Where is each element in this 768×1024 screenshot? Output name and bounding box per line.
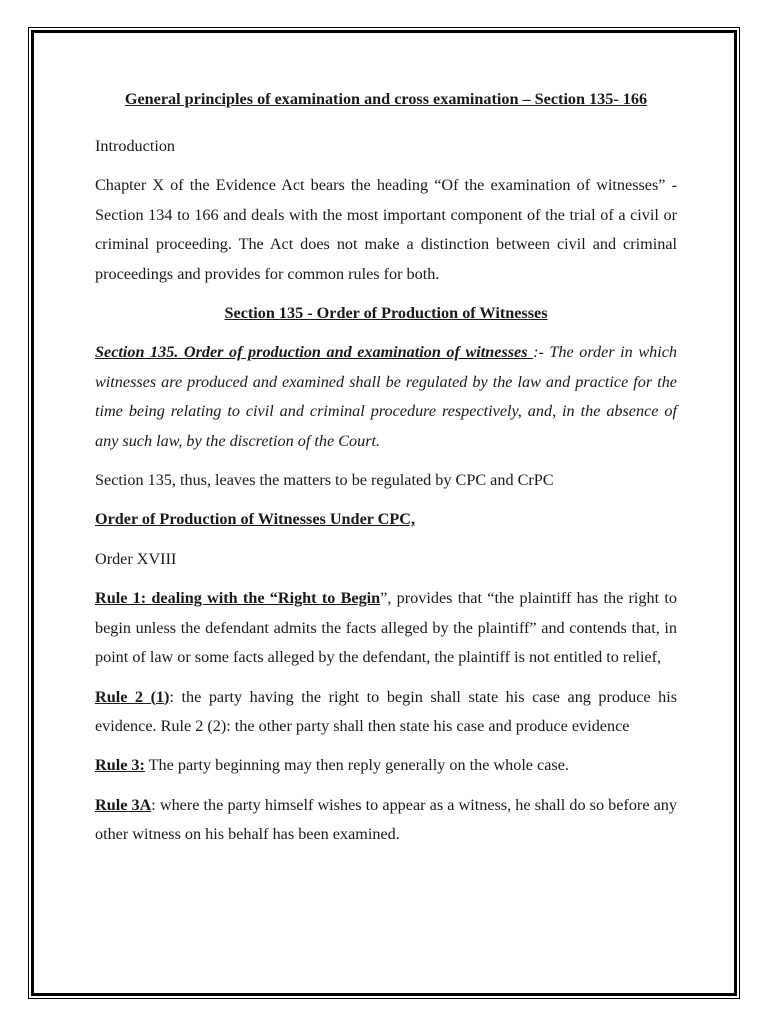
rule-2-label: Rule 2 (1) bbox=[95, 687, 170, 706]
rule-3-text: The party beginning may then reply generally on the whole case. bbox=[144, 756, 569, 775]
document-body bbox=[95, 89, 677, 860]
section-135-quote-text: :- The order in which witnesses are produced and examined shall be regulated by the law and practice for the time being relating to civil and criminal procedure respectively, and, in the absence of any such law, by the discretion of the Court. bbox=[95, 343, 677, 450]
rule-1-text: ”, provides that “the plaintiff has the right to begin unless the defendant admits the facts alleged by the plaintiff” and contends that, in point of law or some facts alleged by the defendant, the plaintiff is not entitled to relief, bbox=[95, 589, 677, 667]
section-135-quote bbox=[95, 338, 677, 456]
order-label: Order XVIII bbox=[95, 549, 177, 568]
rule-2 bbox=[95, 683, 677, 742]
rule-1-label: Rule 1: dealing with the “Right to Begin bbox=[95, 589, 381, 608]
rule-3a-text: : where the party himself wishes to appear as a witness, he shall do so before any other witness on his behalf has been examined. bbox=[95, 795, 677, 844]
rule-3-label: Rule 3: bbox=[95, 756, 145, 775]
rule-3a bbox=[95, 791, 677, 850]
section-135-heading: Section 135 - Order of Production of Witnesses bbox=[224, 304, 548, 323]
intro-paragraph: Chapter X of the Evidence Act bears the heading “Of the examination of witnesses” - Section 134 to 166 and deals with the most important component of the trial of a civil or criminal proceeding. The Act does not make a distinction between civil and criminal proceedings and provides for common rules for both. bbox=[95, 176, 677, 283]
cpc-heading: Order of Production of Witnesses Under CPC, bbox=[95, 510, 416, 529]
document-title: General principles of examination and cross examination – Section 135- 166 bbox=[124, 90, 648, 108]
rule-3 bbox=[95, 751, 677, 780]
intro-heading: Introduction bbox=[95, 137, 176, 155]
rule-3a-label: Rule 3A bbox=[95, 795, 152, 814]
rule-1 bbox=[95, 584, 677, 672]
section-135-quote-label: Section 135. Order of production and examination of witnesses bbox=[95, 343, 534, 362]
section-135-note: Section 135, thus, leaves the matters to be regulated by CPC and CrPC bbox=[95, 471, 554, 490]
page-border bbox=[31, 30, 737, 996]
rule-2-text: : the party having the right to begin shall state his case ang produce his evidence. Rule 2 (2): the other party shall then state his case and produce evidence bbox=[95, 687, 678, 735]
